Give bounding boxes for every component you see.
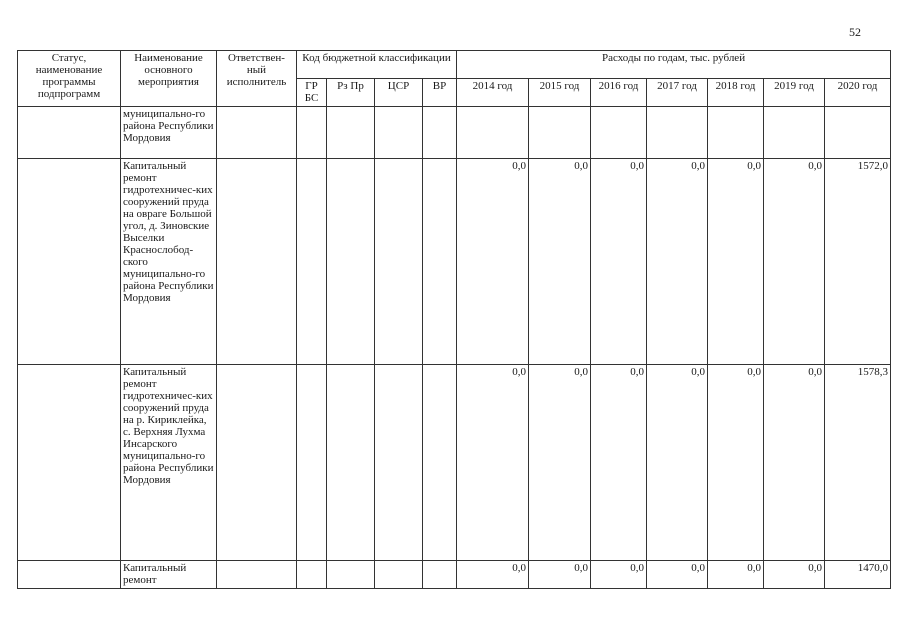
value-2015: 0,0 — [529, 159, 591, 365]
value-2017: 0,0 — [647, 159, 708, 365]
header-code-rzpr: Рз Пр — [327, 79, 375, 107]
value-2016: 0,0 — [591, 365, 647, 561]
header-year-2017: 2017 год — [647, 79, 708, 107]
value-2019 — [764, 107, 825, 159]
header-code-vr: ВР — [423, 79, 457, 107]
budget-table — [17, 50, 891, 589]
value-2016 — [591, 107, 647, 159]
row-name: Капитальный ремонт гидротехничес-ких сооружений пруда на р. Кириклейка, с. Верхняя Лухма Инсарского муниципально-го района Республики Мордовия — [121, 365, 217, 561]
row-name: муниципально-го района Республики Мордовия — [121, 107, 217, 159]
value-2015 — [529, 107, 591, 159]
value-2019: 0,0 — [764, 159, 825, 365]
header-year-2016: 2016 год — [591, 79, 647, 107]
value-2018: 0,0 — [708, 561, 764, 589]
value-2019: 0,0 — [764, 365, 825, 561]
header-year-2018: 2018 год — [708, 79, 764, 107]
header-year-2019: 2019 год — [764, 79, 825, 107]
value-2016: 0,0 — [591, 561, 647, 589]
value-2020: 1572,0 — [825, 159, 891, 365]
page-number: 52 — [849, 25, 861, 39]
header-year-2014: 2014 год — [457, 79, 529, 107]
value-2017: 0,0 — [647, 561, 708, 589]
table-row — [18, 365, 891, 561]
value-2014 — [457, 107, 529, 159]
value-2014: 0,0 — [457, 561, 529, 589]
value-2018 — [708, 107, 764, 159]
header-name: Наименование основного мероприятия — [121, 51, 217, 107]
row-name: Капитальный ремонт — [121, 561, 217, 589]
header-budget-code: Код бюджетной классификации — [297, 51, 457, 79]
value-2020: 1578,3 — [825, 365, 891, 561]
header-year-2020: 2020 год — [825, 79, 891, 107]
value-2018: 0,0 — [708, 365, 764, 561]
value-2020 — [825, 107, 891, 159]
value-2014: 0,0 — [457, 365, 529, 561]
value-2014: 0,0 — [457, 159, 529, 365]
table-row — [18, 107, 891, 159]
header-code-csr: ЦСР — [375, 79, 423, 107]
value-2019: 0,0 — [764, 561, 825, 589]
table-row — [18, 159, 891, 365]
header-responsible: Ответствен-ный исполнитель — [217, 51, 297, 107]
header-year-2015: 2015 год — [529, 79, 591, 107]
header-expenses: Расходы по годам, тыс. рублей — [457, 51, 891, 79]
value-2017 — [647, 107, 708, 159]
value-2015: 0,0 — [529, 365, 591, 561]
value-2020: 1470,0 — [825, 561, 891, 589]
value-2018: 0,0 — [708, 159, 764, 365]
header-code-grbs: ГР БС — [297, 79, 327, 107]
value-2016: 0,0 — [591, 159, 647, 365]
value-2017: 0,0 — [647, 365, 708, 561]
value-2015: 0,0 — [529, 561, 591, 589]
table-row — [18, 561, 891, 589]
row-name: Капитальный ремонт гидротехничес-ких сооружений пруда на овраге Большой угол, д. Зиновские Выселки Краснослобод-ского муниципально-го района Республики Мордовия — [121, 159, 217, 365]
header-status: Статус, наименование программы подпрограмм — [18, 51, 121, 107]
